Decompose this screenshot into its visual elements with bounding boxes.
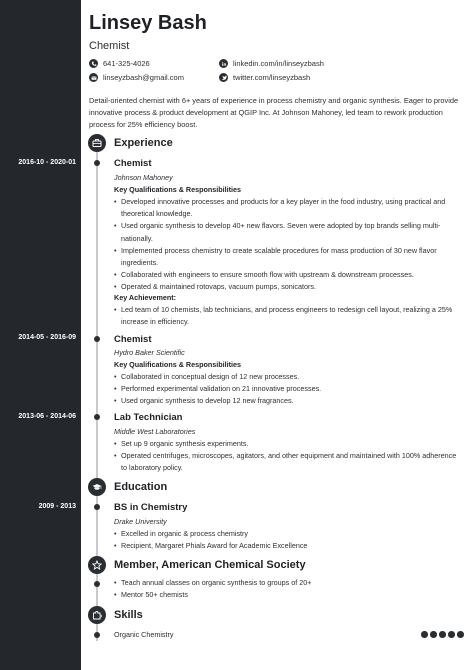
list-item: • Collaborated in conceptual design of 12 new processes. xyxy=(114,371,464,383)
list-item: • Teach annual classes on organic synthesis to groups of 20+ xyxy=(114,577,464,589)
job-title: Chemist xyxy=(114,334,152,345)
job-title: Chemist xyxy=(114,158,152,169)
timeline-dot xyxy=(94,160,100,166)
timeline-dot xyxy=(94,581,100,587)
twitter-text: twitter.com/linseyzbash xyxy=(233,73,311,82)
achievement-heading: Key Achievement: xyxy=(114,293,177,302)
company-name: Johnson Mahoney xyxy=(114,173,173,182)
responsibilities-list xyxy=(114,196,464,294)
school-name: Drake University xyxy=(114,517,167,526)
list-item: • Excelled in organic & process chemistry xyxy=(114,528,464,540)
qualifications-heading: Key Qualifications & Responsibilities xyxy=(114,185,242,194)
profile-summary: Detail-oriented chemist with 6+ years of experience in process chemistry and organic synthesis. Eager to provide innovative process & product development at QGIP Inc. At Johnson Mahoney, led team to rework production process for 25% efficiency boost. xyxy=(89,96,459,129)
list-item: • Led team of 10 chemists, lab technicians, and process engineers to redesign cell layout, realizing a 25% increase in efficiency. xyxy=(114,304,464,328)
skill-level-rating xyxy=(421,631,464,638)
twitter-icon xyxy=(219,73,228,82)
company-name: Hydro Baker Scientific xyxy=(114,348,185,357)
linkedin-icon xyxy=(219,59,228,68)
skill-name: Organic Chemistry xyxy=(114,630,174,639)
email-icon xyxy=(89,73,98,82)
candidate-name: Linsey Bash xyxy=(89,12,207,34)
education-dates: 2009 - 2013 xyxy=(38,503,76,510)
list-item: • Recipient, Margaret Phials Award for Academic Excellence xyxy=(114,540,464,552)
email-text: linseyzbash@gmail.com xyxy=(103,73,184,82)
list-item: • Performed experimental validation on 21 innovative processes. xyxy=(114,383,464,395)
job-dates: 2014-05 - 2016-09 xyxy=(18,334,76,341)
timeline-dot xyxy=(94,336,100,342)
list-item: • Used organic synthesis to develop 12 new fragrances. xyxy=(114,395,464,407)
section-title-experience: Experience xyxy=(114,137,173,149)
list-item: • Operated & maintained rotovaps, vacuum pumps, sonicators. xyxy=(114,281,464,293)
degree-title: BS in Chemistry xyxy=(114,502,188,513)
responsibilities-list xyxy=(114,438,464,475)
skill-level-dot xyxy=(448,631,455,638)
timeline-dot xyxy=(94,632,100,638)
contact-email[interactable] xyxy=(89,73,184,82)
briefcase-icon xyxy=(88,134,106,152)
membership-list xyxy=(114,577,464,601)
education-list xyxy=(114,528,464,552)
contact-phone xyxy=(89,59,150,68)
list-item: • Operated centrifuges, microscopes, agitators, and other equipment and maintained with 100% adherence to laboratory policy. xyxy=(114,450,464,474)
section-title-membership: Member, American Chemical Society xyxy=(114,559,306,571)
phone-icon xyxy=(89,59,98,68)
linkedin-text: linkedin.com/in/linseyzbash xyxy=(233,59,324,68)
skill-level-dot xyxy=(430,631,437,638)
list-item: • Used organic synthesis to develop 40+ new flavors. Seven were adopted by top brands selling multi-nationally. xyxy=(114,220,464,244)
puzzle-icon xyxy=(88,606,106,624)
list-item: • Mentor 50+ chemists xyxy=(114,589,464,601)
responsibilities-list xyxy=(114,371,464,408)
graduation-cap-icon xyxy=(88,478,106,496)
star-icon xyxy=(88,556,106,574)
timeline-dot xyxy=(94,414,100,420)
section-title-skills: Skills xyxy=(114,609,143,621)
job-dates: 2013-06 - 2014-06 xyxy=(18,413,76,420)
list-item: • Set up 9 organic synthesis experiments. xyxy=(114,438,464,450)
list-item: • Implemented process chemistry to create scalable procedures for mass production of 30 new flavor ingredients. xyxy=(114,245,464,269)
contact-linkedin[interactable] xyxy=(219,59,324,68)
skill-level-dot xyxy=(439,631,446,638)
job-dates: 2016-10 - 2020-01 xyxy=(18,159,76,166)
list-item: • Developed innovative processes and products for a key player in the food industry, using practical and theoretical knowledge. xyxy=(114,196,464,220)
list-item: • Collaborated with engineers to ensure smooth flow with upstream & downstream processes. xyxy=(114,269,464,281)
skill-level-dot xyxy=(457,631,464,638)
job-title: Lab Technician xyxy=(114,412,183,423)
contact-twitter[interactable] xyxy=(219,73,310,82)
timeline-dot xyxy=(94,504,100,510)
section-title-education: Education xyxy=(114,481,168,493)
candidate-role: Chemist xyxy=(89,40,130,52)
skill-level-dot xyxy=(421,631,428,638)
phone-text: 641-325-4026 xyxy=(103,59,150,68)
qualifications-heading: Key Qualifications & Responsibilities xyxy=(114,360,242,369)
company-name: Middle West Laboratories xyxy=(114,427,196,436)
achievements-list xyxy=(114,304,464,328)
